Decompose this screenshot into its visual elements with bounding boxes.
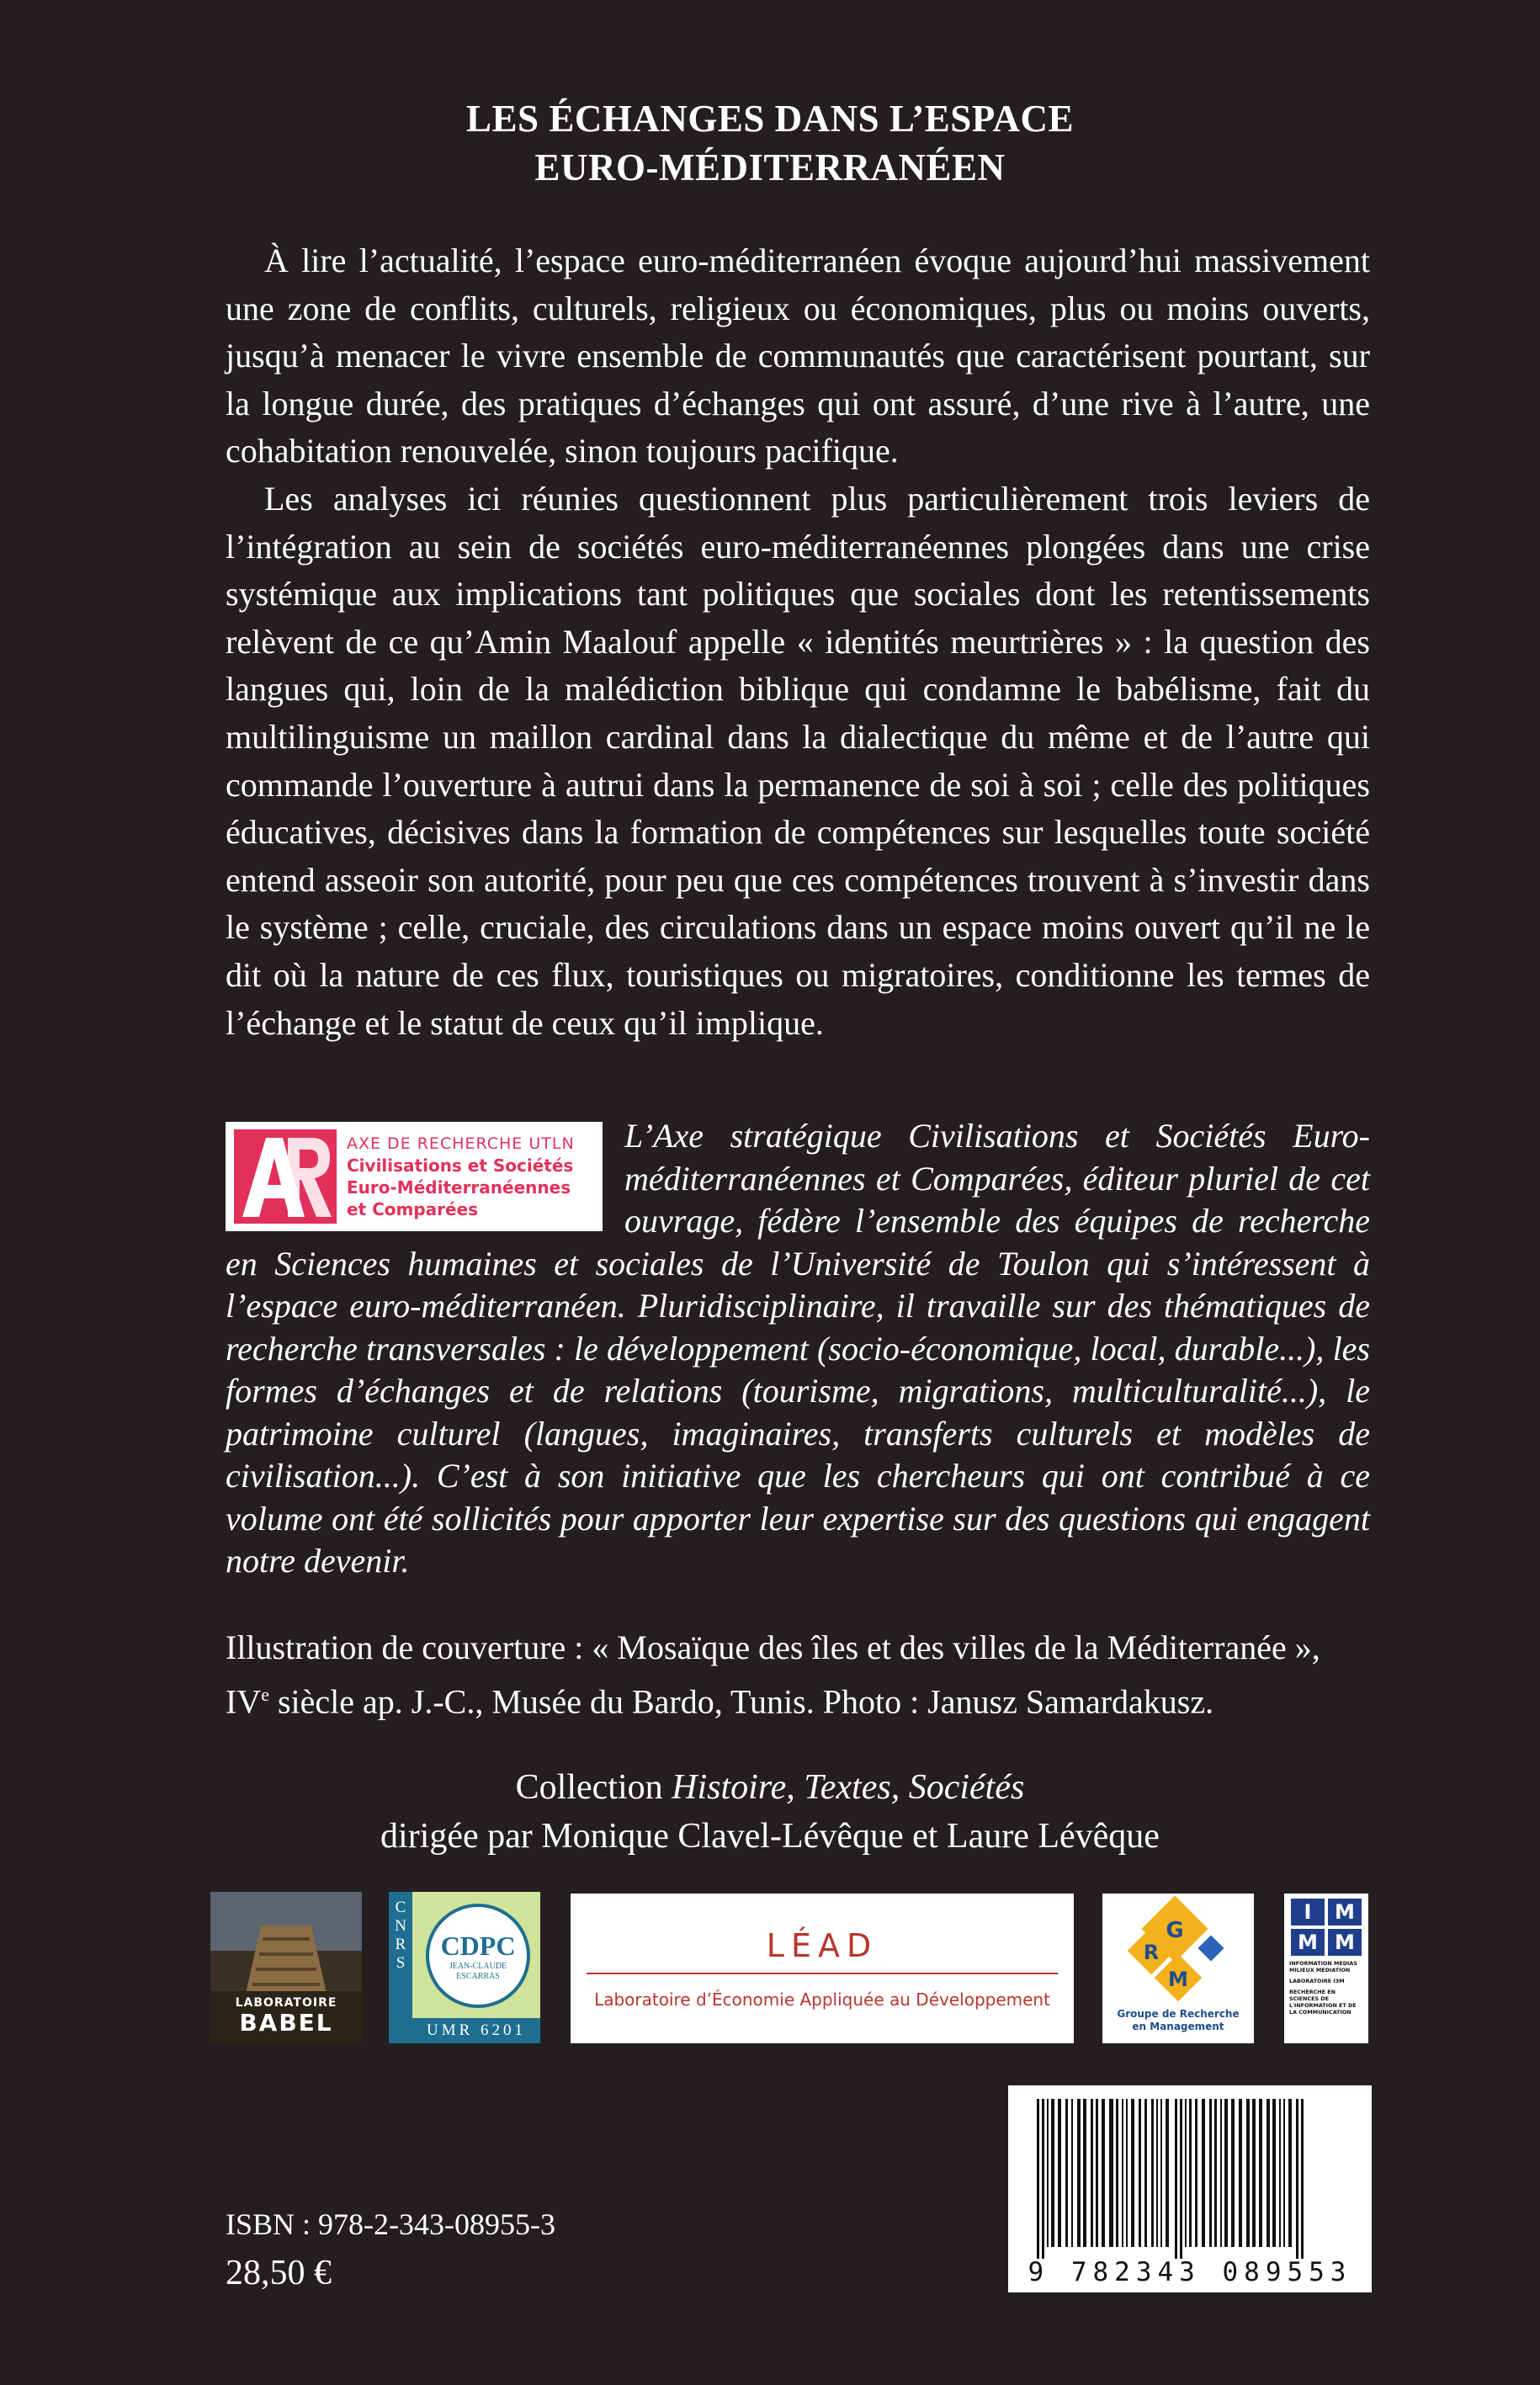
illustration-line-2-rest: siècle ap. J.-C., Musée du Bardo, Tunis. Photo : Janusz Samardakusz. (268, 1682, 1214, 1721)
cdpc-umr: UMR 6201 (412, 2018, 540, 2043)
grm-caption-line-2: en Management (1132, 2021, 1224, 2032)
lead-name: LÉAD (766, 1927, 879, 1964)
barcode-bar (1175, 2099, 1177, 2259)
barcode-bar (1224, 2099, 1228, 2247)
barcode-bar (1220, 2099, 1222, 2247)
barcode-bar (1296, 2099, 1298, 2259)
barcode-bar (1139, 2099, 1141, 2247)
babel-logo (210, 1892, 362, 2043)
i3m-letter: M (1328, 1929, 1362, 1956)
title-line-1: LES ÉCHANGES DANS L’ESPACE (466, 98, 1074, 140)
intro-paragraph-1: À lire l’actualité, l’espace euro-méditerranéen évoque aujourd’hui massivement une zone de conflits, culturels, religieux ou économiques, plus ou moins ouverts, jusqu’à menacer le vivre ensemble de communautés que caractérisent pourtant, sur la longue durée, des pratiques d’échanges qui ont assuré, d’une rive à l’autre, une cohabitation renouvelée, sinon toujours pacifique. (226, 242, 1370, 470)
cdpc-sub: JEAN-CLAUDE ESCARRAS (449, 1962, 507, 1981)
book-price: 28,50 € (226, 2254, 332, 2292)
lead-divider (587, 1973, 1058, 1974)
ar-logo-line-3: Euro-Méditerranéennes (347, 1177, 571, 1198)
cnrs-side-label (389, 1892, 412, 2043)
barcode-bar (1071, 2099, 1073, 2247)
axe-description-text: L’Axe stratégique Civilisations et Sociétés Euro-méditerranéennes et Comparées, éditeur pluriel de cet ouvrage, fédère l’ensemble des équipes de recherche en Sciences humaines et sociales de l’Université de Toulon qui s’intéressent à l’espace euro-méditerranéen. Pluridisciplinaire, il travaille sur des thématiques de recherche transversales : le développement (socio-économique, local, durable...), les formes d’échanges et de relations (tourisme, migrations, multiculturalité...), le patrimoine culturel (langues, imaginaires, transferts culturels et modèles de civilisation...). C’est à son initiative que les chercheurs qui ont contribué à ce volume ont été sollicités pour apporter leur expertise sur des questions qui engagent notre devenir. (226, 1117, 1370, 1580)
book-title (0, 94, 1540, 192)
barcode-bar (1288, 2099, 1292, 2247)
barcode-bar (1156, 2099, 1158, 2247)
barcode-bar (1144, 2099, 1147, 2247)
i3m-letter: M (1291, 1929, 1325, 1956)
i3m-letter: I (1291, 1899, 1325, 1926)
barcode-bar (1051, 2099, 1054, 2247)
isbn-number: ISBN : 978-2-343-08955-3 (226, 2207, 555, 2241)
barcode-bar (1037, 2099, 1039, 2259)
cnrs-letter: N (395, 1917, 406, 1935)
grm-caption (1102, 2008, 1254, 2033)
illustration-century: IV (226, 1682, 262, 1721)
barcode-bar (1116, 2099, 1118, 2247)
babel-caption-line-2: BABEL (239, 2009, 333, 2037)
collection-info (0, 1763, 1540, 1861)
cnrs-letter: S (396, 1954, 406, 1972)
babel-caption-line-1: LABORATOIRE (235, 1996, 337, 2010)
barcode-bar (1091, 2099, 1093, 2247)
title-line-2: EURO-MÉDITERRANÉEN (534, 146, 1006, 189)
barcode-digits: 9 782343 089553 (1028, 2257, 1352, 2287)
i3m-caption-3: RECHERCHE EN SCIENCES DE L'INFORMATION ET DE LA COMMUNICATION (1289, 1989, 1357, 2016)
barcode-bar (1058, 2099, 1061, 2247)
barcode-bar (1202, 2099, 1205, 2247)
barcode-bar (1209, 2099, 1212, 2247)
babel-caption (210, 1993, 362, 2037)
i3m-letter: M (1328, 1899, 1362, 1926)
isbn-barcode (1008, 2085, 1372, 2292)
barcode-bar (1195, 2099, 1197, 2247)
collection-directors: dirigée par Monique Clavel-Lévêque et Laure Lévêque (380, 1817, 1160, 1856)
barcode-bar (1160, 2099, 1162, 2247)
grm-caption-line-1: Groupe de Recherche (1117, 2008, 1240, 2020)
ar-logo-line-4: et Comparées (347, 1199, 479, 1219)
barcode-bar (1272, 2099, 1276, 2247)
grm-letter-r: R (1143, 1941, 1160, 1964)
barcode-bar (1083, 2099, 1086, 2247)
grm-diamond-icon (1102, 1894, 1254, 2011)
barcode-bar (1283, 2099, 1285, 2247)
cnrs-letter: R (395, 1936, 406, 1953)
barcode-bar (1151, 2099, 1154, 2247)
barcode-bar (1214, 2099, 1217, 2247)
lead-full-name: Laboratoire d’Économie Appliquée au Développement (594, 1989, 1050, 2010)
barcode-bar (1185, 2099, 1187, 2247)
cdpc-emblem (426, 1904, 530, 2008)
cdpc-name: CDPC (440, 1931, 516, 1961)
barcode-bar (1259, 2099, 1262, 2247)
barcode-bar (1180, 2099, 1182, 2259)
barcode-bar (1047, 2099, 1049, 2247)
barcode-bar (1042, 2099, 1044, 2259)
barcode-bar (1096, 2099, 1098, 2247)
collection-name: Histoire, Textes, Sociétés (672, 1768, 1025, 1807)
grm-letter-m: M (1168, 1968, 1188, 1991)
illustration-line-2 (226, 1671, 1404, 1725)
i3m-caption-2: LABORATOIRE I3M (1289, 1978, 1345, 1984)
barcode-bar (1279, 2099, 1281, 2247)
barcode-bar (1077, 2099, 1081, 2247)
logo-float-spacer (226, 1115, 624, 1241)
intro-text (226, 237, 1370, 1047)
illustration-credit (226, 1624, 1404, 1725)
barcode-bar (1065, 2099, 1068, 2247)
cnrs-letter: C (395, 1899, 406, 1916)
i3m-caption-1: INFORMATION MEDIAS MILIEUX MEDIATION (1289, 1960, 1357, 1973)
ar-logo-line-1: AXE DE RECHERCHE UTLN (347, 1134, 575, 1153)
axe-description (226, 1115, 1370, 1583)
barcode-bar (1109, 2099, 1113, 2247)
lead-logo (571, 1894, 1074, 2043)
intro-paragraph-2: Les analyses ici réunies questionnent plus particulièrement trois leviers de l’intégration au sein de sociétés euro-méditerranéennes plongées dans une crise systémique aux implications tant politiques que sociales dont les retentissements relèvent de ce qu’Amin Maalouf appelle « identités meurtrières » : la question des langues qui, loin de la malédiction biblique qui condamne le babélisme, fait du multilinguisme un maillon cardinal dans la dialectique du même et de l’autre qui commande l’ouverture à autrui dans la permanence de soi à soi ; celle des politiques éducatives, décisives dans la formation de compétences sur lesquelles toute société entend asseoir son autorité, pour peu que ces compétences trouvent à s’investir dans le système ; celle, cruciale, des circulations dans un espace moins ouvert qu’il ne le dit où la nature de ces flux, touristiques ou migratoires, conditionne les termes de l’échange et le statut de ceux qu’il implique. (226, 479, 1370, 1042)
i3m-logo (1284, 1894, 1368, 2043)
collection-line (0, 1763, 1540, 1812)
barcode-bar (1166, 2099, 1169, 2247)
barcode-bar (1189, 2099, 1192, 2247)
barcode-bar (1126, 2099, 1128, 2247)
ar-logo-line-2: Civilisations et Sociétés (347, 1155, 574, 1176)
i3m-letter-grid (1291, 1899, 1368, 1956)
barcode-bar (1239, 2099, 1242, 2247)
grm-logo (1102, 1894, 1254, 2043)
barcode-bar (1267, 2099, 1270, 2247)
barcode-bar (1252, 2099, 1256, 2247)
illustration-line-1: Illustration de couverture : « Mosaïque des îles et des villes de la Méditerranée », (226, 1628, 1320, 1666)
barcode-bar (1231, 2099, 1235, 2247)
barcode-bar (1301, 2099, 1304, 2259)
cdpc-logo (389, 1892, 540, 2043)
grm-letter-g: G (1166, 1918, 1184, 1943)
barcode-bar (1131, 2099, 1134, 2247)
collection-prefix: Collection (515, 1768, 672, 1807)
barcode-bar (1102, 2099, 1105, 2247)
illustration-century-sup: e (261, 1684, 269, 1705)
barcode-bar (1246, 2099, 1250, 2247)
barcode-bar (1122, 2099, 1123, 2247)
